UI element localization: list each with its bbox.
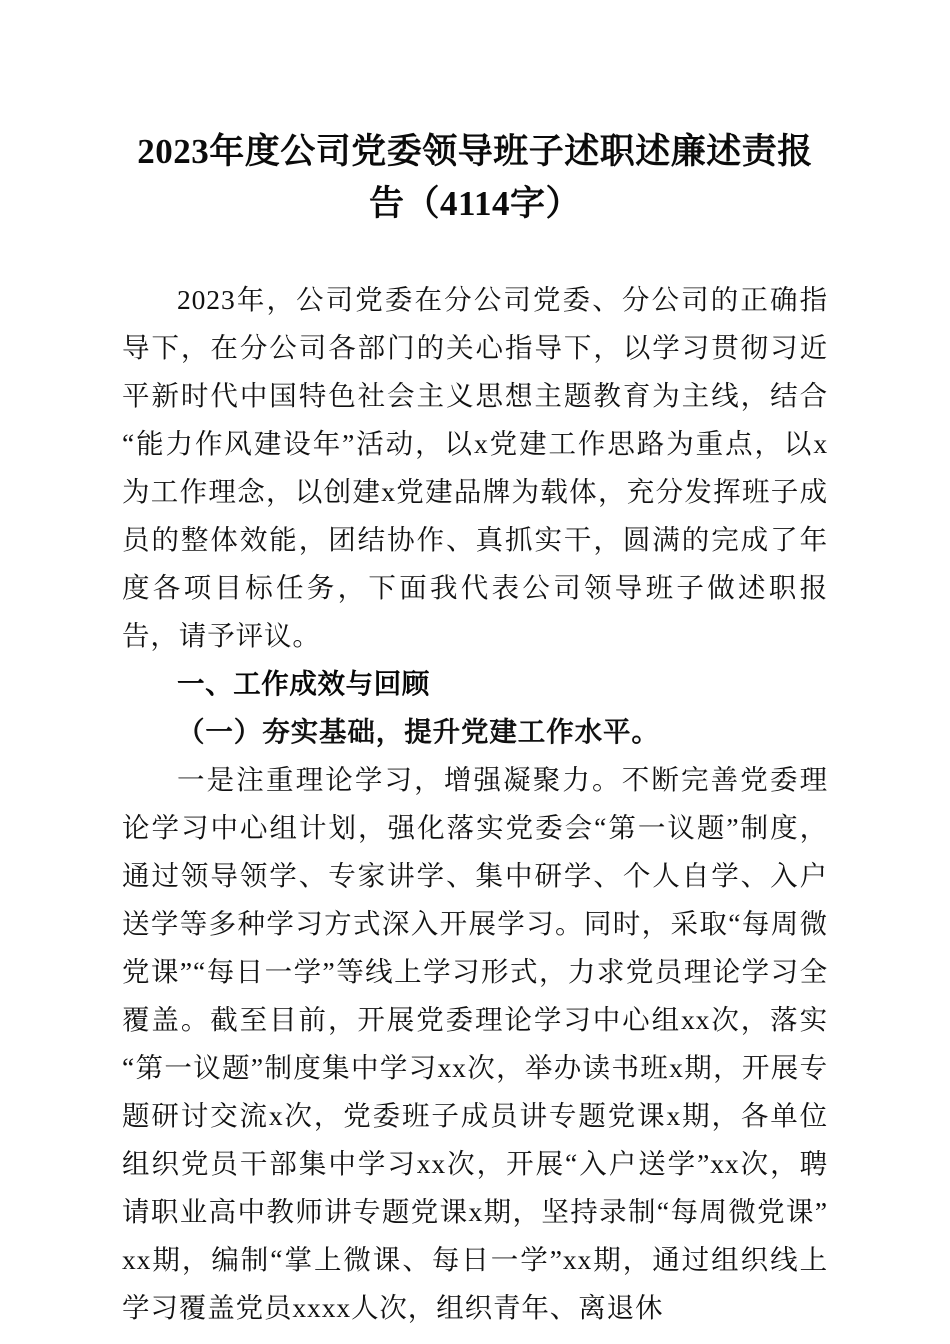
section-heading-1: 一、工作成效与回顾 xyxy=(177,668,430,699)
opening-paragraph: 2023年，公司党委在分公司党委、分公司的正确指导下，在分公司各部门的关心指导下，以学习贯彻习近平新时代中国特色社会主义思想主题教育为主线，结合“能力作风建设年”活动，以x党建工作思路为重点，以x为工作理念，以创建x党建品牌为载体，充分发挥班子成员的整体效能，团结协作、真抓实干，圆满的完成了年度各项目标任务，下面我代表公司领导班子做述职报告，请予评议。 xyxy=(122,284,828,651)
page-title xyxy=(122,0,828,230)
page-title-line-2: 告（4114字） xyxy=(368,184,582,223)
page-title-line-1: 2023年度公司党委领导班子述职述廉述责报 xyxy=(137,132,813,171)
subsection-heading-1-1: （一）夯实基础，提升党建工作水平。 xyxy=(177,716,660,747)
document-content-column xyxy=(122,0,828,1332)
paragraph-theoretical-study: 一是注重理论学习，增强凝聚力。不断完善党委理论学习中心组计划，强化落实党委会“第一议题”制度，通过领导领学、专家讲学、集中研学、个人自学、入户送学等多种学习方式深入开展学习。同时，采取“每周微党课”“每日一学”等线上学习形式，力求党员理论学习全覆盖。截至目前，开展党委理论学习中心组xx次，落实“第一议题”制度集中学习xx次，举办读书班x期，开展专题研讨交流x次，党委班子成员讲专题党课x期，各单位组织党员干部集中学习xx次，开展“入户送学”xx次，聘请职业高中教师讲专题党课x期，坚持录制“每周微党课”xx期，编制“掌上微课、每日一学”xx期，通过组织线上学习覆盖党员xxxx人次，组织青年、离退休 xyxy=(122,764,828,1323)
